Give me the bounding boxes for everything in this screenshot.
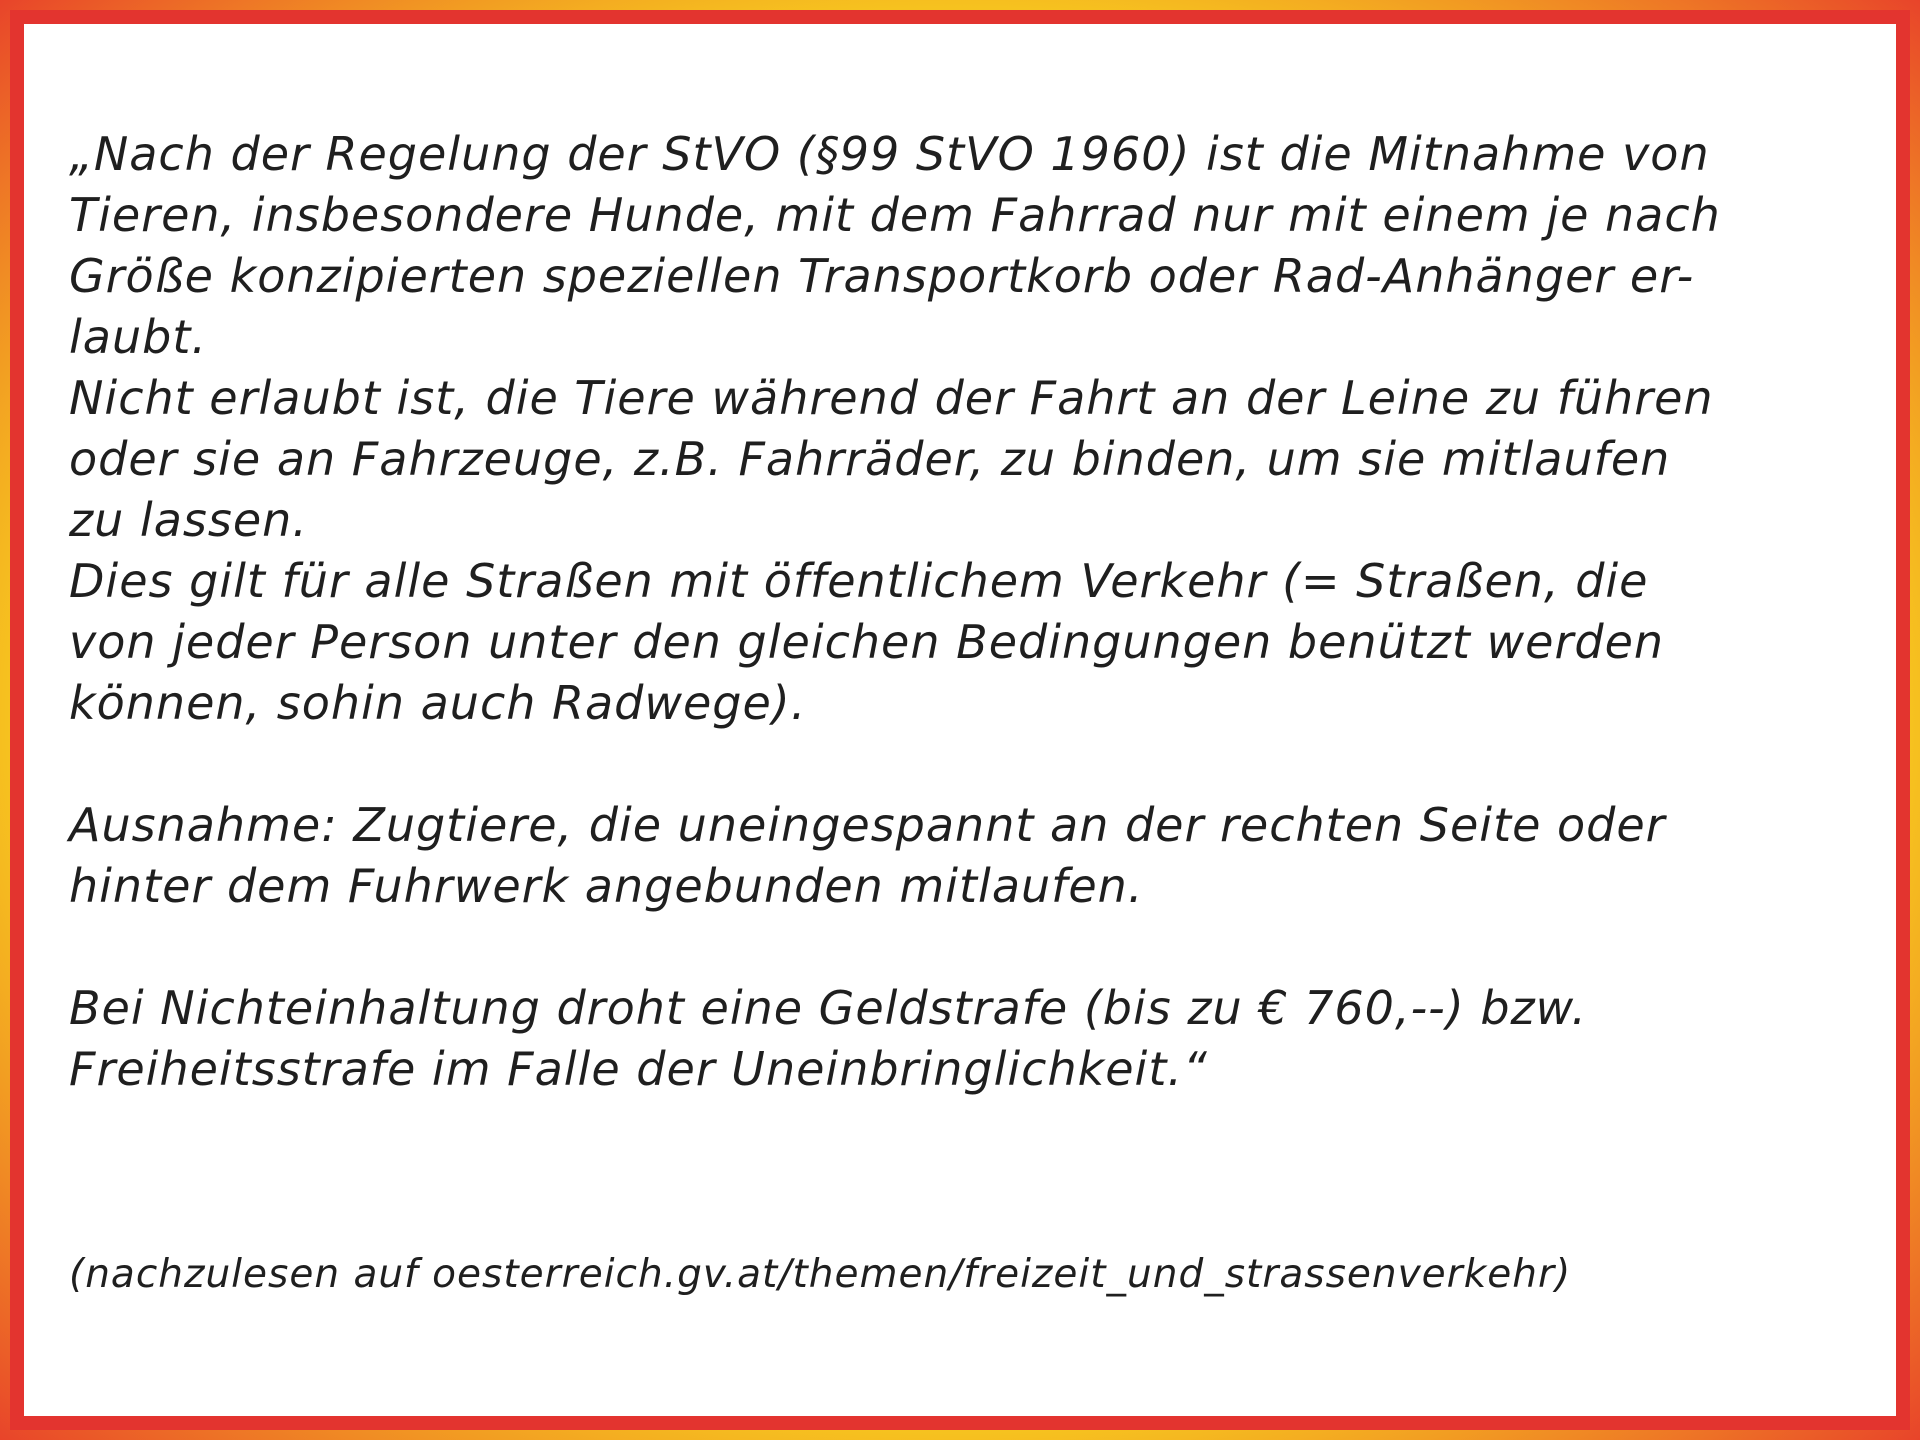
source-citation: (nachzulesen auf oesterreich.gv.at/themen/freizeit_und_strassenverkehr) [69, 1252, 1572, 1297]
text-line: können, sohin auch Radwege). [69, 676, 807, 730]
text-line: laubt. [69, 310, 207, 364]
text-line: Ausnahme: Zugtiere, die uneingespannt an der rechten Seite oder [69, 798, 1666, 852]
text-line: Nicht erlaubt ist, die Tiere während der Fahrt an der Leine zu führen [69, 371, 1714, 425]
quote-text [69, 124, 1846, 1100]
text-line: Größe konzipierten speziellen Transportkorb oder Rad-Anhänger er- [69, 249, 1695, 303]
text-line: „Nach der Regelung der StVO (§99 StVO 1960) ist die Mitnahme von [69, 127, 1710, 181]
red-border [10, 10, 1910, 1430]
text-line: von jeder Person unter den gleichen Bedingungen benützt werden [69, 615, 1665, 669]
text-line: Dies gilt für alle Straßen mit öffentlichem Verkehr (= Straßen, die [69, 554, 1649, 608]
text-line: Bei Nichteinhaltung droht eine Geldstrafe (bis zu € 760,--) bzw. [69, 981, 1587, 1035]
text-line: Freiheitsstrafe im Falle der Uneinbringlichkeit.“ [69, 1042, 1208, 1096]
paragraph-spacer [69, 917, 1846, 978]
text-line: oder sie an Fahrzeuge, z.B. Fahrräder, zu binden, um sie mitlaufen [69, 432, 1671, 486]
text-line: hinter dem Fuhrwerk angebunden mitlaufen. [69, 859, 1144, 913]
text-line: zu lassen. [69, 493, 308, 547]
paragraph-spacer [69, 734, 1846, 795]
document-page [24, 24, 1896, 1416]
text-line: Tieren, insbesondere Hunde, mit dem Fahrrad nur mit einem je nach [69, 188, 1721, 242]
